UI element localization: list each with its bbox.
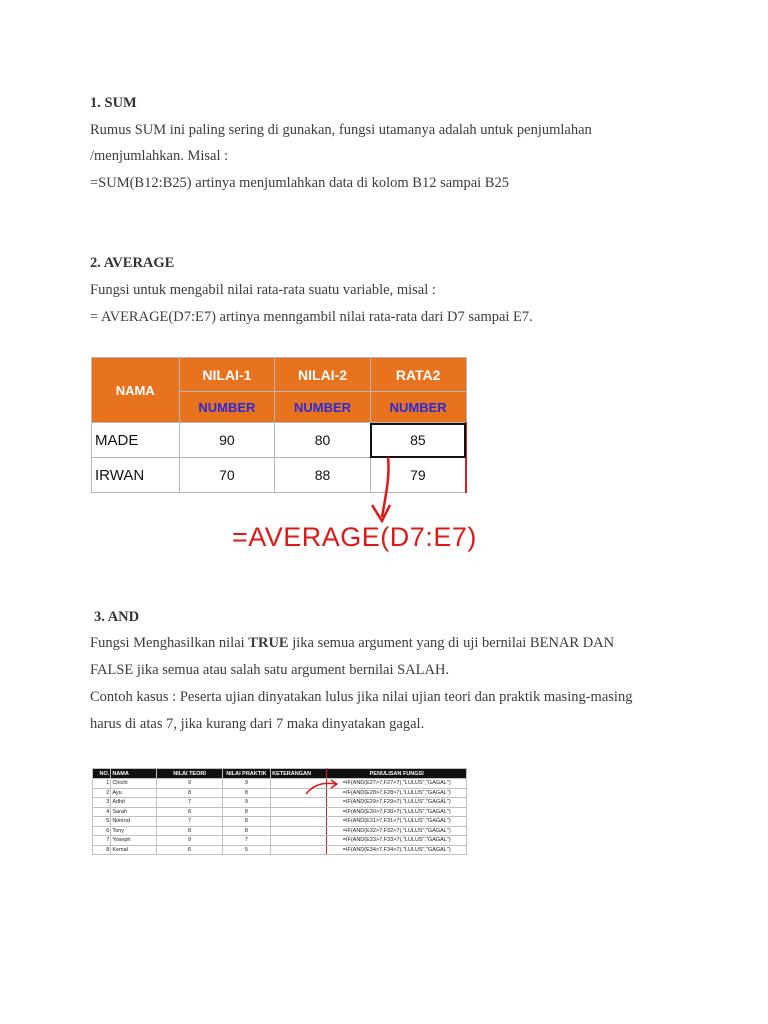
table-cell: 1 <box>93 779 111 789</box>
table-cell: 9 <box>157 779 222 789</box>
table-row <box>92 458 467 493</box>
table-row <box>93 826 467 836</box>
table-cell-name: IRWAN <box>92 458 180 493</box>
table-row <box>93 788 467 798</box>
table-type-label: NUMBER <box>275 392 371 423</box>
table-cell-formula: =IF(AND(E33>7,F33>7),"LULUS","GAGAL") <box>327 836 467 846</box>
table-cell: 6 <box>157 845 222 855</box>
sum-text-line-3: =SUM(B12:B25) artinya menjumlahkan data di kolom B12 sampai B25 <box>90 175 509 191</box>
table-cell-formula: =IF(AND(E27>7,F27>7),"LULUS","GAGAL") <box>327 779 467 789</box>
table-cell: 9 <box>222 798 270 808</box>
table-row <box>93 807 467 817</box>
and-text-prefix: Fungsi Menghasilkan nilai <box>90 635 249 651</box>
and-text-true: TRUE <box>248 635 289 651</box>
table-cell: 8 <box>157 826 222 836</box>
table-cell-name: MADE <box>92 423 180 458</box>
sum-heading: 1. SUM <box>90 95 137 111</box>
and-text-line-4: harus di atas 7, jika kurang dari 7 maka dinyatakan gagal. <box>90 716 425 732</box>
table-cell: Tony <box>111 826 157 836</box>
table-cell: Kemal <box>111 845 157 855</box>
table-type-label: NUMBER <box>370 392 466 423</box>
table-cell: Sarah <box>111 807 157 817</box>
average-text-line-2: = AVERAGE(D7:E7) artinya menngambil nilai rata-rata dari D7 sampai E7. <box>90 309 533 325</box>
table-header: KETERANGAN <box>271 769 327 779</box>
table-cell: Adhit <box>111 798 157 808</box>
table-header-rata2: RATA2 <box>370 358 466 392</box>
table-row <box>93 836 467 846</box>
table-cell <box>271 807 327 817</box>
table-cell-formula: =IF(AND(E31>7,F31>7),"LULUS","GAGAL") <box>327 817 467 827</box>
table-header: NO. <box>93 769 111 779</box>
table-cell: 6 <box>157 807 222 817</box>
table-cell: 8 <box>222 826 270 836</box>
table-cell-formula: =IF(AND(E29>7,F29>7),"LULUS","GAGAL") <box>327 798 467 808</box>
and-text-line-1 <box>90 630 614 656</box>
and-example-table <box>92 768 467 854</box>
average-text-line-1: Fungsi untuk mengabil nilai rata-rata suatu variable, misal : <box>90 282 436 298</box>
sum-text-line-2: /menjumlahkan. Misal : <box>90 148 229 164</box>
table-cell: 7 <box>222 836 270 846</box>
table-cell: 8 <box>93 845 111 855</box>
table-cell: 79 <box>370 458 466 493</box>
table-cell: 5 <box>222 845 270 855</box>
table-cell: 80 <box>275 423 371 458</box>
average-formula-annotation: =AVERAGE(D7:E7) <box>232 522 477 552</box>
table-cell: 2 <box>93 788 111 798</box>
table-header-nilai-1: NILAI-1 <box>179 358 275 392</box>
table-cell <box>271 845 327 855</box>
table-header: NAMA <box>111 769 157 779</box>
and-text-line-3: Contoh kasus : Peserta ujian dinyatakan lulus jika nilai ujian teori dan praktik masing-masing <box>90 689 633 705</box>
table-cell-formula: =IF(AND(E30>7,F30>7),"LULUS","GAGAL") <box>327 807 467 817</box>
table-cell: 7 <box>93 836 111 846</box>
and-text-suffix: jika semua argument yang di uji bernilai BENAR DAN <box>288 635 615 651</box>
table-cell: 88 <box>275 458 371 493</box>
red-arrow-icon <box>302 778 342 798</box>
table-cell-formula: =IF(AND(E34>7,F34>7),"LULUS","GAGAL") <box>327 845 467 855</box>
table-cell-formula: =IF(AND(E32>7,F32>7),"LULUS","GAGAL") <box>327 826 467 836</box>
average-heading: 2. AVERAGE <box>90 255 175 271</box>
table-cell: Ayu <box>111 788 157 798</box>
table-cell: 5 <box>93 817 111 827</box>
and-heading: 3. AND <box>94 609 140 625</box>
table-cell: Nimrod <box>111 817 157 827</box>
table-header: NILAI TEORI <box>157 769 222 779</box>
table-cell: 70 <box>179 458 275 493</box>
table-cell: 7 <box>157 817 222 827</box>
table-cell: 9 <box>222 779 270 789</box>
table-cell: Chichi <box>111 779 157 789</box>
table-cell: 3 <box>93 798 111 808</box>
table-row <box>93 817 467 827</box>
table-cell: 8 <box>222 817 270 827</box>
table-cell-selected: 85 <box>370 423 466 458</box>
table-header-nilai-2: NILAI-2 <box>275 358 371 392</box>
table-row <box>93 798 467 808</box>
table-header-nama: NAMA <box>92 358 180 423</box>
table-cell: 6 <box>93 826 111 836</box>
table-row <box>92 423 467 458</box>
table-cell <box>271 836 327 846</box>
table-type-label: NUMBER <box>179 392 275 423</box>
table-cell: 7 <box>157 798 222 808</box>
average-example-table <box>91 357 467 493</box>
table-header: NILAI PRAKTIK <box>222 769 270 779</box>
table-cell: 8 <box>222 788 270 798</box>
table-cell <box>271 798 327 808</box>
table-cell <box>271 826 327 836</box>
table-row <box>93 779 467 789</box>
table-header: PENULISAN FUNGSI <box>327 769 467 779</box>
red-arrow-icon <box>360 455 400 530</box>
table-cell: 8 <box>157 788 222 798</box>
and-text-line-2: FALSE jika semua atau salah satu argument bernilai SALAH. <box>90 662 450 678</box>
table-cell: 9 <box>157 836 222 846</box>
table-cell: 90 <box>179 423 275 458</box>
sum-text-line-1: Rumus SUM ini paling sering di gunakan, fungsi utamanya adalah untuk penjumlahan <box>90 122 592 138</box>
table-cell: 8 <box>222 807 270 817</box>
table-cell <box>271 817 327 827</box>
table-cell-formula: =IF(AND(E28>7,F28>7),"LULUS","GAGAL") <box>327 788 467 798</box>
table-cell: Yoseph <box>111 836 157 846</box>
table-cell: 4 <box>93 807 111 817</box>
table-row <box>93 845 467 855</box>
